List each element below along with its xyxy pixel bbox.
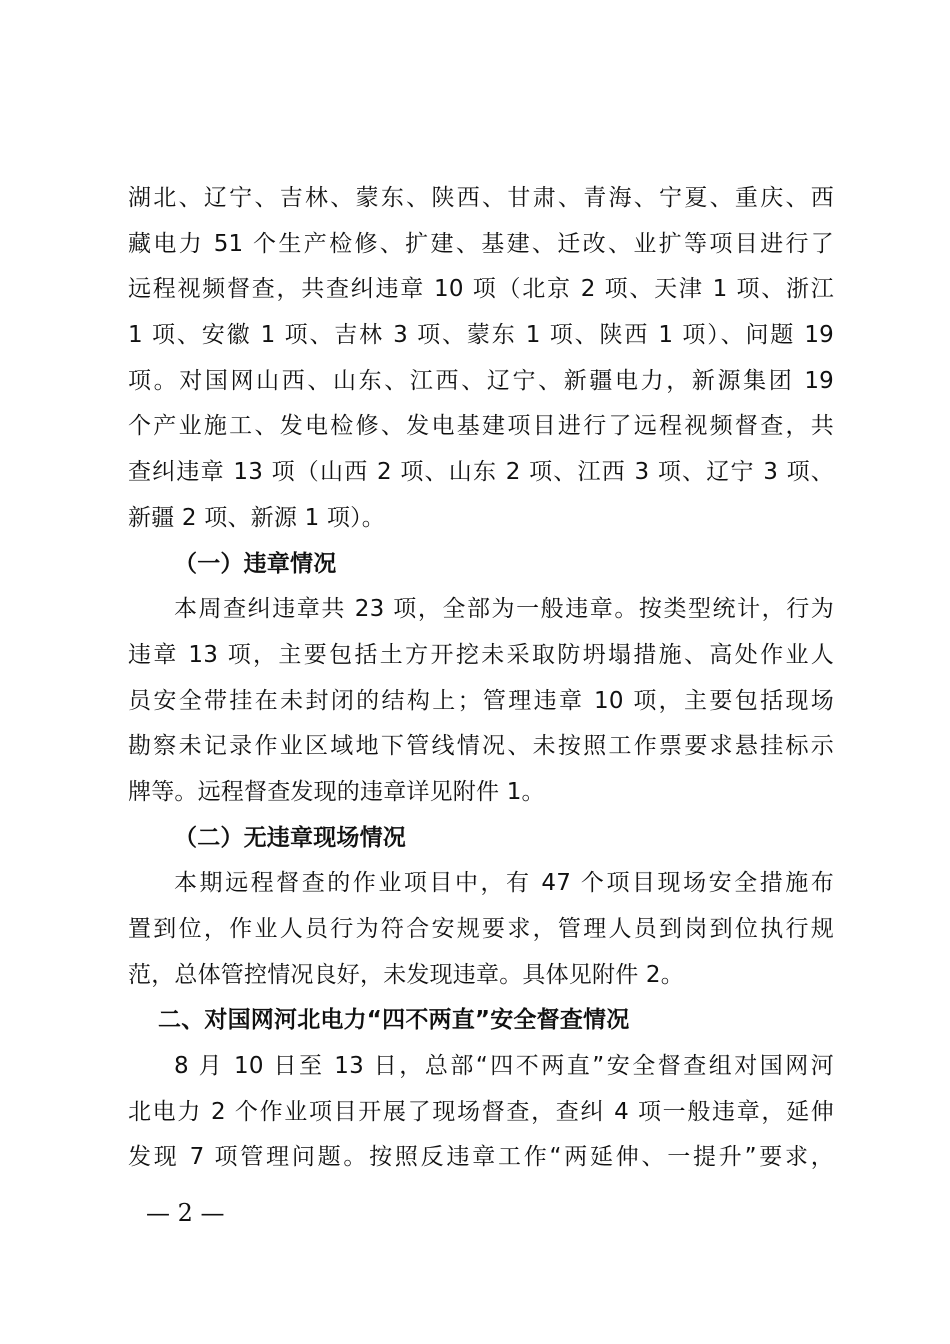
section-two-heading: 二、对国网河北电力“四不两直”安全督查情况 — [158, 1007, 630, 1034]
intro-line-2: 藏电力 51 个生产检修、扩建、基建、迁改、业扩等项目进行了 — [128, 230, 834, 257]
section-two-line-2: 北电力 2 个作业项目开展了现场督查，查纠 4 项一般违章，延伸 — [128, 1098, 834, 1125]
violations-heading: （一）违章情况 — [174, 550, 337, 577]
intro-line-5: 项。对国网山西、山东、江西、辽宁、新疆电力，新源集团 19 — [128, 367, 834, 394]
no-violations-line-3: 范，总体管控情况良好，未发现违章。具体见附件 2。 — [128, 961, 684, 988]
intro-line-1: 湖北、辽宁、吉林、蒙东、陕西、甘肃、青海、宁夏、重庆、西 — [128, 185, 834, 211]
violations-line-3: 员安全带挂在未封闭的结构上；管理违章 10 项，主要包括现场 — [128, 687, 834, 714]
violations-line-1: 本周查纠违章共 23 项，全部为一般违章。按类型统计，行为 — [174, 596, 834, 623]
section-two-line-3: 发现 7 项管理问题。按照反违章工作“两延伸、一提升”要求， — [128, 1144, 834, 1171]
section-two-line-1: 8 月 10 日至 13 日，总部“四不两直”安全督查组对国网河 — [174, 1053, 834, 1080]
intro-line-7: 查纠违章 13 项（山西 2 项、山东 2 项、江西 3 项、辽宁 3 项、 — [128, 459, 834, 486]
no-violations-heading: （二）无违章现场情况 — [174, 824, 406, 851]
violations-line-4: 勘察未记录作业区域地下管线情况、未按照工作票要求悬挂标示 — [128, 733, 834, 760]
intro-line-6: 个产业施工、发电检修、发电基建项目进行了远程视频督查，共 — [128, 413, 834, 440]
no-violations-line-1: 本期远程督查的作业项目中，有 47 个项目现场安全措施布 — [174, 870, 834, 897]
violations-line-2: 违章 13 项，主要包括土方开挖未采取防坍塌措施、高处作业人 — [128, 641, 834, 668]
intro-line-8: 新疆 2 项、新源 1 项）。 — [128, 504, 386, 531]
page-number: — 2 — — [146, 1199, 225, 1227]
intro-line-3: 远程视频督查，共查纠违章 10 项（北京 2 项、天津 1 项、浙江 — [128, 276, 834, 303]
intro-line-4: 1 项、安徽 1 项、吉林 3 项、蒙东 1 项、陕西 1 项）、问题 19 — [128, 322, 834, 349]
no-violations-line-2: 置到位，作业人员行为符合安规要求，管理人员到岗到位执行规 — [128, 916, 834, 942]
violations-line-5: 牌等。远程督查发现的违章详见附件 1。 — [128, 778, 545, 805]
document-body — [128, 176, 834, 1181]
